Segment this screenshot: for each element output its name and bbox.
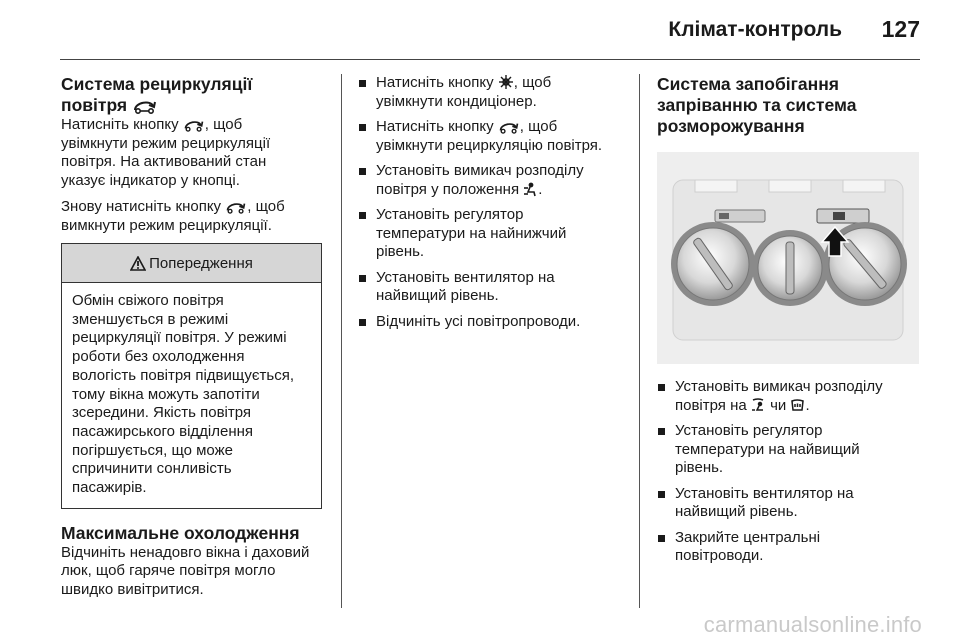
climate-control-panel-illustration [657,152,919,364]
windshield-feet-icon [751,398,766,413]
text: повітря у положення [376,180,520,198]
text: Відчиніть ненадовго вікна і даховий [61,543,310,561]
heading-line-1: Система рециркуляції [61,74,253,94]
text: температури на найвищий [675,440,860,458]
defog-steps-list [657,378,919,566]
text: найвищий рівень. [675,503,798,520]
warning-line: зсередини. Якість повітря [72,404,252,422]
text: Закрийте центральні [675,528,821,546]
text: повітроводи. [675,547,764,564]
text: , щоб [247,198,285,215]
recirculation-paragraph-2 [61,198,323,235]
list-item [358,313,630,332]
text: найвищий рівень. [376,287,499,304]
heading-line-2: запріванню та система [657,95,857,115]
text: увімкнути кондиціонер. [376,92,537,110]
text: рівень. [376,243,425,260]
warning-line: спричинити сонливість [72,460,232,478]
header-divider [60,59,920,60]
recirculation-icon [183,118,205,132]
section-heading-cooling: Максимальне охолодження [61,522,300,543]
section-heading-recirculation [61,74,323,116]
column-left [61,74,323,599]
text: Установіть вимикач розподілу [376,162,584,179]
section-heading-defog [657,74,919,137]
list-item [358,74,630,111]
recirculation-paragraph-1 [61,116,323,190]
list-item [657,485,919,522]
text: , щоб [204,116,243,133]
text: вимкнути режим рециркуляції. [61,216,272,234]
cooling-paragraph [61,544,323,600]
text: люк, щоб гаряче повітря могло [61,562,276,580]
list-item [358,118,630,155]
text: Натисніть кнопку [61,116,179,133]
warning-title: Попередження [149,254,253,272]
warning-body [62,283,321,508]
list-item: Установіть вимикач розподілу повітря у положення . [358,162,630,199]
warning-text [72,292,311,498]
warning-triangle-icon [130,256,146,271]
text: увімкнути режим рециркуляції [61,134,271,152]
list-item [657,529,919,566]
text: Натисніть кнопку [376,118,494,135]
text: Установіть вентилятор на [376,268,555,286]
warning-line: вологість повітря підвищується, [72,366,295,384]
cooling-steps-list [358,74,630,331]
warning-line: зменшується в режимі [72,310,229,328]
text: Відчиніть усі повітропроводи. [376,312,581,330]
text: указує індикатор у кнопці. [61,171,240,189]
column-divider-1 [341,74,342,608]
control-panel-image [657,152,919,364]
list-item [358,206,630,262]
warning-line: роботи без охолодження [72,348,245,366]
warning-line: погіршується, що може [72,441,233,459]
list-item [657,422,919,478]
text: увімкнути рециркуляцію повітря. [376,136,603,154]
text: Установіть вимикач розподілу [675,378,883,395]
column-divider-2 [639,74,640,608]
list-item [358,269,630,306]
text: швидко вивітритися. [61,580,204,598]
text: Установіть регулятор [675,422,823,439]
text: Установіть вентилятор на [675,484,854,502]
column-middle [358,74,630,338]
page-title: Клімат-контроль [668,18,842,41]
text: повітря. На активований стан [61,153,267,170]
page-number: 127 [881,16,920,42]
heading-line-1: Система запобігання [657,74,840,94]
warning-line: Обмін свіжого повітря [72,292,224,309]
recirculation-icon [225,200,247,214]
text: температури на найнижчий [376,224,567,242]
heading-line-2: повітря [61,95,128,115]
warning-line: пасажирського відділення [72,422,254,440]
vent-feet-icon [523,182,538,197]
warning-line: рециркуляції повітря. У режимі [72,329,287,347]
text: Натисніть кнопку [376,74,494,91]
list-item: Установіть вимикач розподілу повітря на чи . [657,378,919,415]
column-right [657,74,919,573]
recirculation-icon [498,120,520,134]
warning-header [62,244,321,283]
snowflake-icon [498,74,514,90]
warning-box [61,243,322,509]
text: , щоб [513,74,552,91]
warning-line: пасажирів. [72,479,147,497]
watermark: carmanualsonline.info [703,612,922,637]
text: повітря на [675,396,747,414]
page-header [0,0,960,62]
recirculation-icon [132,98,158,114]
heading-line-3: розморожування [657,116,805,136]
text: чи [770,396,787,414]
text: , щоб [519,118,558,135]
text: Знову натисніть кнопку [61,198,222,215]
windshield-icon [790,398,805,413]
warning-line: тому вікна можуть запотіти [72,385,260,403]
text: Установіть регулятор [376,206,524,223]
text: рівень. [675,459,724,476]
